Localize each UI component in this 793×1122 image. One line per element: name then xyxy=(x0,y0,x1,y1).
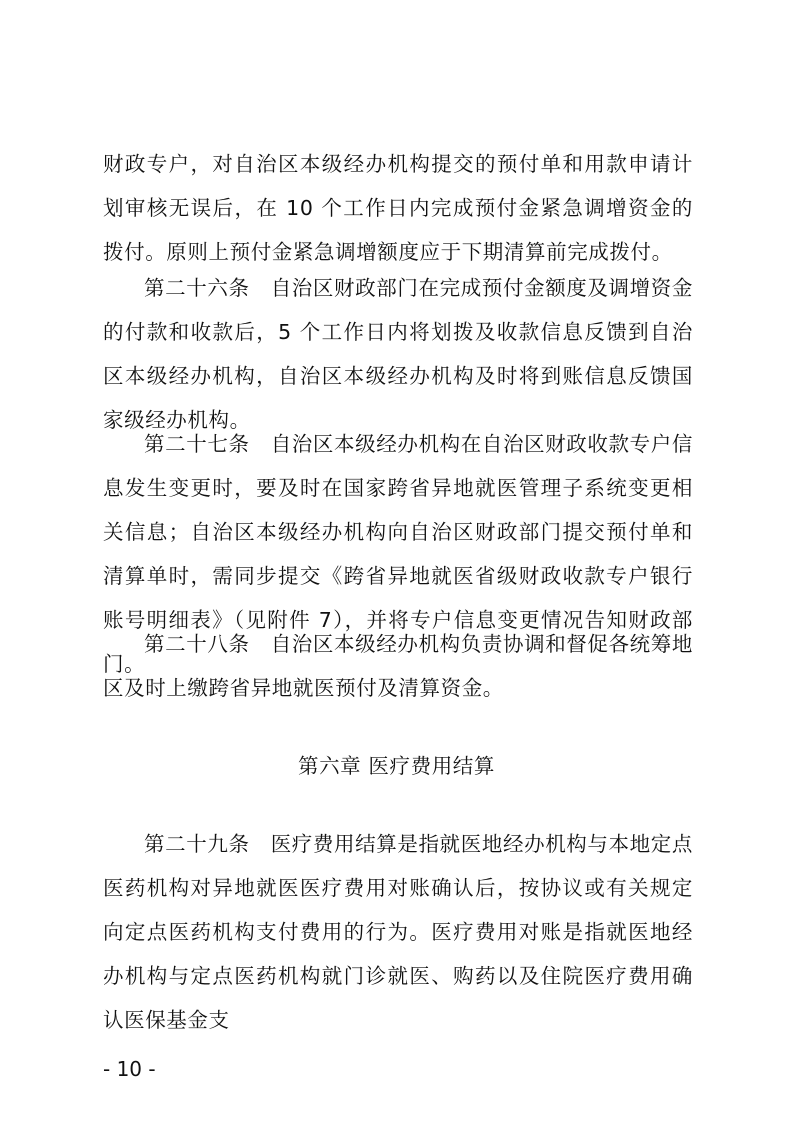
page-number: - 10 - xyxy=(103,1057,156,1081)
chapter-heading: 第六章 医疗费用结算 xyxy=(297,754,496,778)
paragraph-article-28: 第二十八条 自治区本级经办机构负责协调和督促各统筹地区及时上缴跨省异地就医预付及清算资金。 xyxy=(103,632,693,700)
paragraph-article-27: 第二十七条 自治区本级经办机构在自治区财政收款专户信息发生变更时，要及时在国家跨省异地就医管理子系统变更相关信息；自治区本级经办机构向自治区财政部门提交预付单和清算单时，需同步提交《跨省异地就医省级财政收款专户银行账号明细表》（见附件 7），并将专户信息变更情况告知财政部门。 xyxy=(103,432,693,676)
paragraph-continuation: 财政专户，对自治区本级经办机构提交的预付单和用款申请计划审核无误后，在 10 个工作日内完成预付金紧急调增资金的拨付。原则上预付金紧急调增额度应于下期清算前完成拨付。 xyxy=(103,152,693,264)
paragraph-article-26: 第二十六条 自治区财政部门在完成预付金额度及调增资金的付款和收款后，5 个工作日内将划拨及收款信息反馈到自治区本级经办机构，自治区本级经办机构及时将到账信息反馈国家级经办机构。 xyxy=(103,276,693,432)
paragraph-article-29: 第二十九条 医疗费用结算是指就医地经办机构与本地定点医药机构对异地就医医疗费用对账确认后，按协议或有关规定向定点医药机构支付费用的行为。医疗费用对账是指就医地经办机构与定点医药机构就门诊就医、购药以及住院医疗费用确认医保基金支 xyxy=(103,832,693,1032)
